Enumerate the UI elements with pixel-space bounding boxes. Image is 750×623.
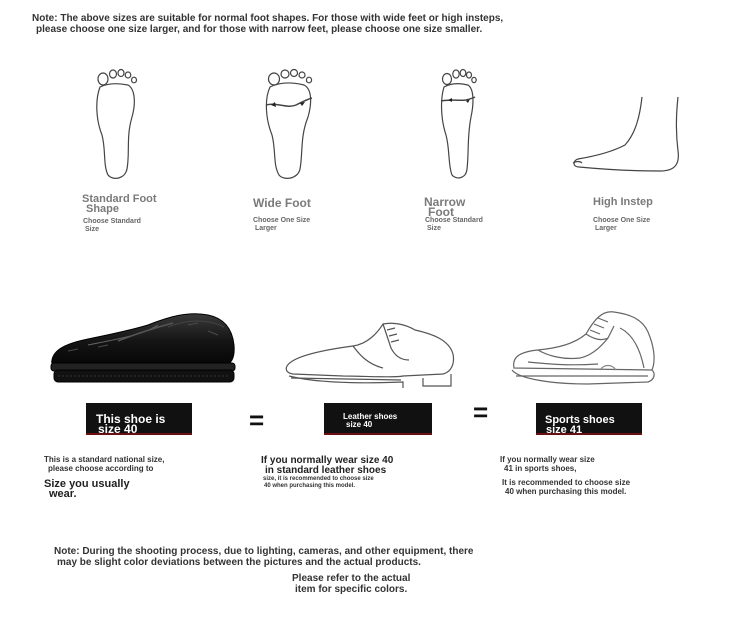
top-note-line2: please choose one size larger, and for those with narrow feet, please choose one size smaller. xyxy=(36,24,483,35)
foot-sub-wide: Choose One Size Larger xyxy=(253,217,311,232)
high-instep-icon xyxy=(570,95,685,175)
leather-shoe-size-box: Leather shoes size 40 xyxy=(324,403,432,435)
bottom-note-line3: Please refer to the actual xyxy=(292,573,411,584)
equals-sign-1: = xyxy=(249,405,265,435)
foot-label-high-instep: High Instep xyxy=(593,196,653,208)
description-leather-shoe: If you normally wear size 40 in standard leather shoes size, it is recommended to choose size 40 when purchasing this model. xyxy=(261,455,394,489)
bottom-note xyxy=(54,546,614,568)
equals-sign-2: = xyxy=(473,397,489,427)
bottom-note-line2: may be slight color deviations between the pictures and the actual products. xyxy=(57,557,421,568)
description-sports-shoe: If you normally wear size 41 in sports shoes, It is recommended to choose size 40 when purchasing this model. xyxy=(500,455,631,496)
this-shoe-size-box: This shoe is size 40 xyxy=(86,403,192,435)
foot-sub-narrow: Choose Standard Size xyxy=(425,217,483,232)
foot-sub-high-instep: Choose One Size Larger xyxy=(593,217,651,232)
foot-label-wide: Wide Foot xyxy=(253,196,311,210)
leather-shoe-sketch-icon xyxy=(283,320,458,388)
top-note-line1: Note: The above sizes are suitable for normal foot shapes. For those with wide feet or high insteps, xyxy=(32,13,504,24)
bottom-note-line1: Note: During the shooting process, due to lighting, cameras, and other equipment, there xyxy=(54,546,474,557)
description-this-shoe: This is a standard national size, please choose according to Size you usually wear. xyxy=(44,455,165,500)
standard-foot-icon xyxy=(90,65,140,180)
narrow-foot-icon xyxy=(436,65,481,180)
product-loafer-image xyxy=(48,305,238,387)
top-note xyxy=(32,13,632,35)
sports-shoe-size-box: Sports shoes size 41 xyxy=(536,403,642,435)
wide-foot-icon xyxy=(262,65,317,180)
bottom-note-line4: item for specific colors. xyxy=(295,584,408,595)
foot-sub-standard: Choose Standard Size xyxy=(83,218,141,233)
foot-label-narrow: Narrow Foot xyxy=(424,195,466,219)
sports-shoe-sketch-icon xyxy=(508,308,658,390)
bottom-note-refer xyxy=(292,573,492,595)
foot-label-standard: Standard Foot Shape xyxy=(82,193,157,215)
